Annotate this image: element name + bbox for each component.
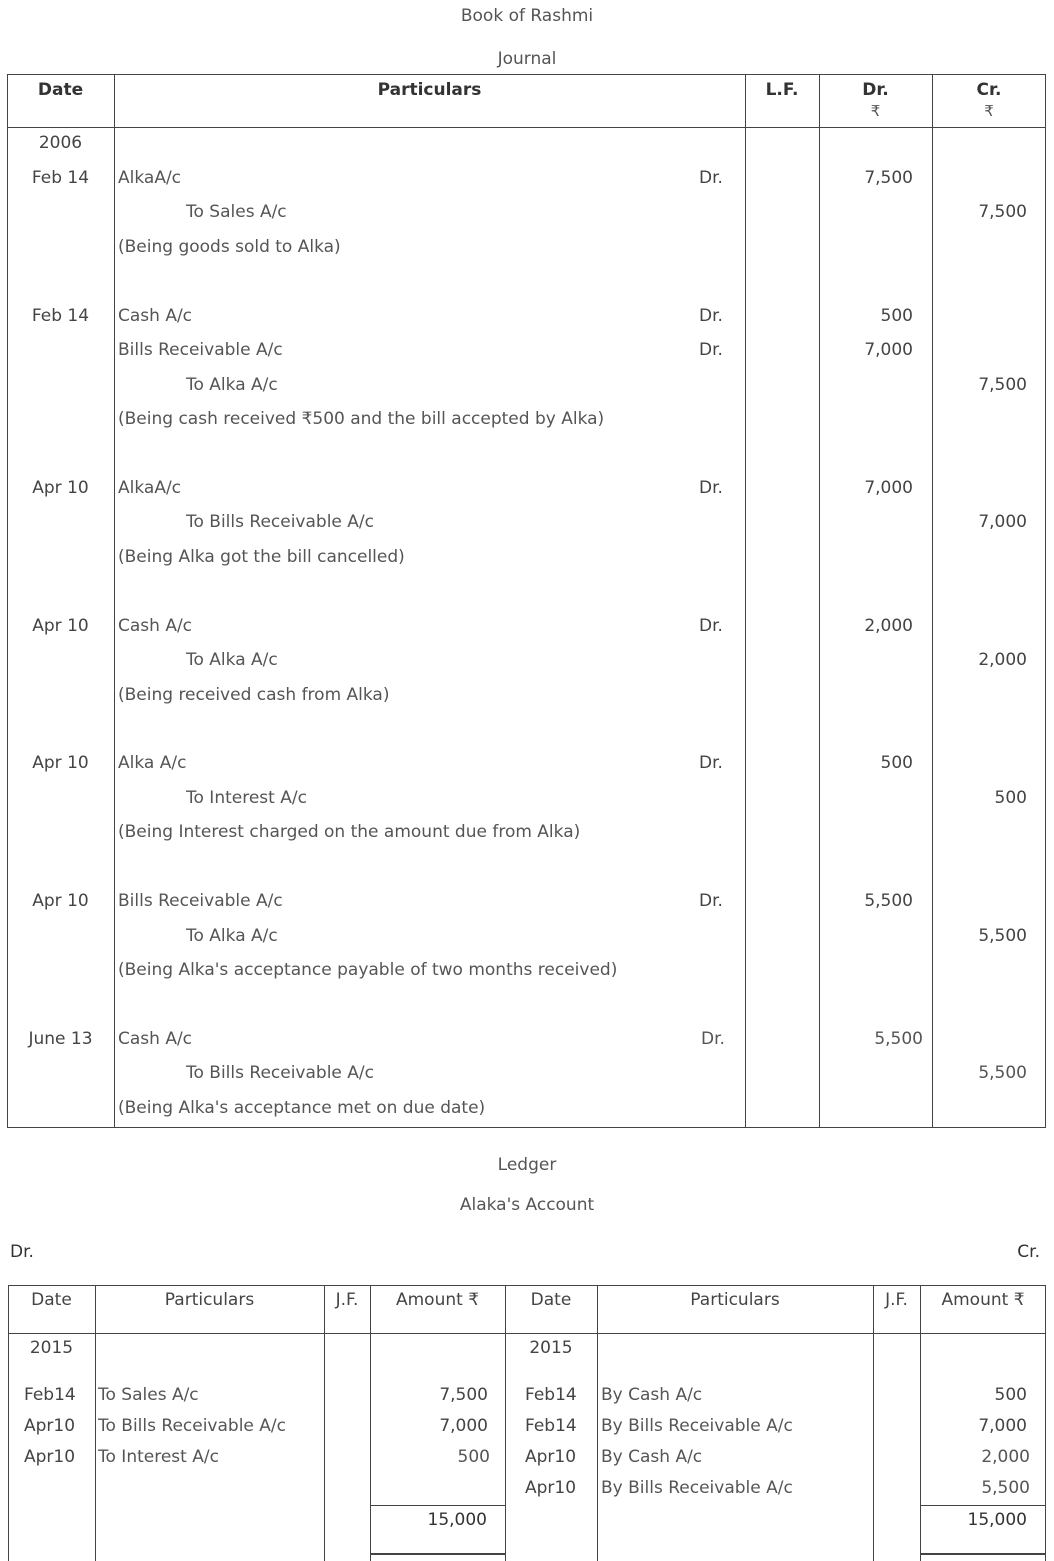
ledger-debit-total: 15,000 [427,1510,487,1530]
account-title: Alaka's Account [459,1195,595,1215]
ledger-credit-particulars: By Cash A/c [601,1447,703,1467]
debit-account: Cash A/c [118,616,193,636]
dr-label: Dr. [699,306,723,326]
cr-amount: 5,500 [978,1063,1027,1083]
dr-amount: 500 [880,306,913,326]
ledger-debit-year: 2015 [29,1338,74,1358]
credit-account: To Alka A/c [186,926,278,946]
entry-date: Feb 14 [31,168,90,188]
ledger-debit-amount: 7,000 [439,1416,488,1436]
debit-account: Bills Receivable A/c [118,891,283,911]
cr-amount: 500 [994,788,1027,808]
cr-amount: 5,500 [978,926,1027,946]
ledger-credit-year: 2015 [529,1338,573,1358]
credit-account: To Bills Receivable A/c [186,512,374,532]
ledger-header-jf: J.F. [335,1290,359,1310]
narration: (Being goods sold to Alka) [118,237,341,257]
dr-amount: 5,500 [874,1029,923,1049]
ledger-debit-date: Apr10 [24,1416,76,1436]
ledger-credit-particulars: By Bills Receivable A/c [601,1478,793,1498]
ledger-credit-amount: 5,500 [981,1478,1030,1498]
credit-account: To Interest A/c [186,788,307,808]
ledger-cr-label: Cr. [1017,1242,1040,1262]
ledger-header-amount: Amount ₹ [395,1290,480,1310]
cr-amount: 7,500 [978,375,1027,395]
entry-date: June 13 [28,1029,93,1049]
ledger-header-particulars: Particulars [164,1290,255,1310]
ledger-credit-amount: 500 [994,1385,1027,1405]
credit-account: To Bills Receivable A/c [186,1063,374,1083]
journal-year: 2006 [38,133,83,153]
cr-amount: 2,000 [978,650,1027,670]
debit-account: Cash A/c [118,1029,193,1049]
ledger-debit-particulars: To Bills Receivable A/c [98,1416,286,1436]
ledger-credit-amount: 2,000 [981,1447,1030,1467]
journal-header-dr-unit: ₹ [870,102,881,120]
credit-account: To Sales A/c [186,202,287,222]
ledger-credit-particulars: By Bills Receivable A/c [601,1416,793,1436]
entry-date: Apr 10 [32,478,89,498]
dr-label: Dr. [699,891,723,911]
credit-account: To Alka A/c [186,650,278,670]
ledger-dr-label: Dr. [10,1242,34,1262]
journal-header-dr: Dr. [862,80,889,100]
dr-amount: 7,000 [864,340,913,360]
ledger-credit-date: Apr10 [525,1478,577,1498]
dr-label: Dr. [699,168,723,188]
entry-date: Apr 10 [32,753,89,773]
dr-label: Dr. [699,753,723,773]
ledger-title: Ledger [497,1155,557,1175]
journal-title: Journal [497,49,557,69]
journal-header-cr-unit: ₹ [984,102,994,120]
entry-date: Apr 10 [32,616,89,636]
book-title: Book of Rashmi [460,6,594,26]
debit-account: Cash A/c [118,306,193,326]
dr-amount: 7,500 [864,168,913,188]
ledger-debit-date: Feb14 [24,1385,76,1405]
ledger-debit-amount: 500 [457,1447,490,1467]
ledger-debit-particulars: To Sales A/c [98,1385,199,1405]
ledger-header-particulars: Particulars [690,1290,780,1310]
narration: (Being Interest charged on the amount due from Alka) [118,822,581,842]
ledger-credit-amount: 7,000 [978,1416,1027,1436]
ledger-debit-date: Apr10 [24,1447,76,1467]
debit-account: Alka A/c [118,753,187,773]
debit-account: AlkaA/c [118,168,182,188]
debit-account: AlkaA/c [118,478,182,498]
journal-header-lf: L.F. [765,80,799,100]
narration: (Being Alka's acceptance met on due date) [118,1098,486,1118]
dr-label: Dr. [699,616,723,636]
ledger-credit-date: Apr10 [525,1447,577,1467]
ledger-header-date: Date [31,1290,72,1310]
ledger-debit-particulars: To Interest A/c [98,1447,219,1467]
dr-amount: 2,000 [864,616,913,636]
ledger-header-jf: J.F. [885,1290,908,1310]
narration: (Being Alka's acceptance payable of two months received) [118,960,618,980]
ledger-credit-particulars: By Cash A/c [601,1385,703,1405]
ledger-credit-date: Feb14 [525,1385,577,1405]
dr-amount: 7,000 [864,478,913,498]
entry-date: Apr 10 [32,891,89,911]
narration: (Being received cash from Alka) [118,685,390,705]
dr-amount: 5,500 [864,891,913,911]
cr-amount: 7,500 [978,202,1027,222]
journal-header-cr: Cr. [976,80,1002,100]
entry-date: Feb 14 [31,306,90,326]
narration: (Being Alka got the bill cancelled) [118,547,405,567]
dr-label: Dr. [699,478,723,498]
ledger-credit-date: Feb14 [525,1416,577,1436]
journal-header-date: Date [37,80,84,100]
narration: (Being cash received ₹500 and the bill accepted by Alka) [118,409,605,429]
journal-header-particulars: Particulars [377,80,482,100]
dr-label: Dr. [701,1029,725,1049]
debit-account: Bills Receivable A/c [118,340,283,360]
dr-amount: 500 [880,753,913,773]
ledger-header-amount: Amount ₹ [941,1290,1025,1310]
ledger-credit-total: 15,000 [967,1510,1027,1530]
dr-label: Dr. [699,340,723,360]
ledger-header-date: Date [530,1290,572,1310]
cr-amount: 7,000 [978,512,1027,532]
ledger-debit-amount: 7,500 [439,1385,488,1405]
credit-account: To Alka A/c [186,375,278,395]
